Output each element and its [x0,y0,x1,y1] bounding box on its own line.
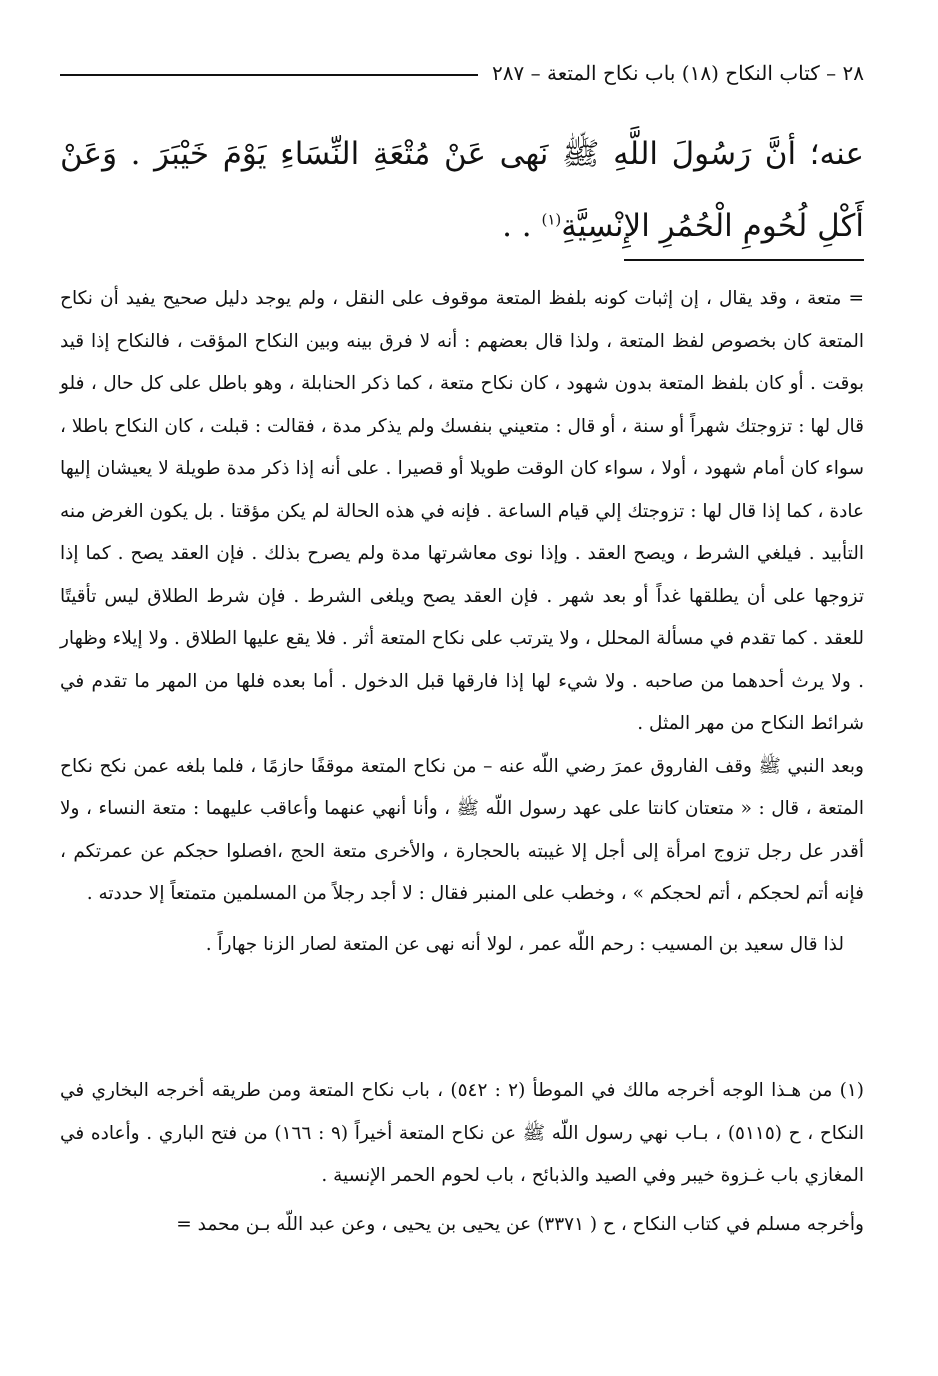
hadith-end: . . [502,208,542,244]
header-rule [60,74,478,76]
header-title: ٢٨ – كتاب النكاح (١٨) باب نكاح المتعة – ٢٨٧ [492,61,864,85]
hadith-body: عنه؛ أنَّ رَسُولَ اللَّهِ ﷺ نَهى عَنْ مُتْعَةِ النِّسَاءِ يَوْمَ خَيْبَرَ . وَعَنْ أَكْلِ لُحُومِ الْحُمُرِ الإِنْسِيَّةِ [60,136,864,244]
book-page [60,40,864,1340]
footnotes [60,1070,864,1246]
footnote-1: (١) من هـذا الوجه أخرجه مالك في الموطأ (٢ : ٥٤٢) ، باب نكاح المتعة ومن طريقه أخرجه البخاري في النكاح ، ح (٥١١٥) ، بـاب نهي رسول اللّه ﷺ عن نكاح المتعة أخيراً (٩ : ١٦٦) من فتح الباري . وأعاده في المغازي باب غـزوة خيبر وفي الصيد والذبائح ، باب لحوم الحمر الإنسية . [60,1080,864,1186]
commentary-paragraph-1: = متعة ، وقد يقال ، إن إثبات كونه بلفظ المتعة موقوف على النقل ، ولم يوجد دليل صحيح يفيد أن نكاح المتعة كان بخصوص لفظ المتعة ، ولذا قال بعضهم : أنه لا فرق بينه وبين النكاح المؤقت ، فالنكاح إذا قيد بوقت . أو كان بلفظ المتعة بدون شهود ، كان نكاح متعة ، كما ذكر الحنابلة ، وهو باطل على كل حال ، فلو قال لها : تزوجتك شهراً أو سنة ، أو قال : متعيني بنفسك ولم يذكر مدة ، فقالت : قبلت ، كان النكاح باطلا ، سواء كان أمام شهود ، أولا ، سواء كان الوقت طويلا أو قصيرا . على أنه إذا ذكر مدة طويلة لا يعيشان إليها عادة ، كما إذا قال لها : تزوجتك إلي قيام الساعة . فإنه في هذه الحالة لم يكن مؤقتا . بل يكون الغرض منه التأبيد . فيلغي الشرط ، ويصح العقد . وإذا نوى معاشرتها مدة ولم يصرح بذلك . فإن العقد يصح . كما إذا تزوجها على أن يطلقها غداً أو بعد شهر . فإن العقد يصح ويلغى الشرط . فإن شرط الطلاق ليس تأقيتًا للعقد . كما تقدم في مسألة المحلل ، ولا يترتب على نكاح المتعة أثر . فلا يقع عليها الطلاق . ولا إيلاء وظهار . ولا يرث أحدهما من صاحبه . ولا شيء لها إذا فارقها قبل الدخول . أما بعده فلها من المهر ما تقدم في شرائط النكاح من مهر المثل . [60,288,864,734]
hadith-text [60,118,864,262]
commentary-paragraph-3: لذا قال سعيد بن المسيب : رحم اللّه عمر ، لولا أنه نهى عن المتعة لصار الزنا جهاراً . [205,933,844,955]
hadith-underline [624,259,864,261]
commentary-paragraph-2: وبعد النبي ﷺ وقف الفاروق عمرَ رضي اللّه عنه – من نكاح المتعة موقفًا حازمًا ، فلما بلغه عمن نكح نكاح المتعة ، قال : « متعتان كانتا على عهد رسول اللّه ﷺ ، وأنا أنهي عنهما وأعاقب عليهما : متعة النساء ، ولا أقدر عل رجل تزوج امرأة إلى أجل إلا غيبته بالحجارة ، والأخرى متعة الحج ،افصلوا حجكم عن عمرتكم ، فإنه أتم لحجكم ، أتم لحجكم » ، وخطب على المنبر فقال : لا أجد رجلاً من المسلمين متمتعاً إلا حددته . [60,755,864,904]
running-header [60,58,864,88]
footnote-marker: (١) [541,210,562,229]
commentary [60,278,864,966]
footnote-1-continued: وأخرجه مسلم في كتاب النكاح ، ح ( ٣٣٧١) عن يحيى بن يحيى ، وعن عبد اللّه بـن محمد = [176,1213,864,1235]
